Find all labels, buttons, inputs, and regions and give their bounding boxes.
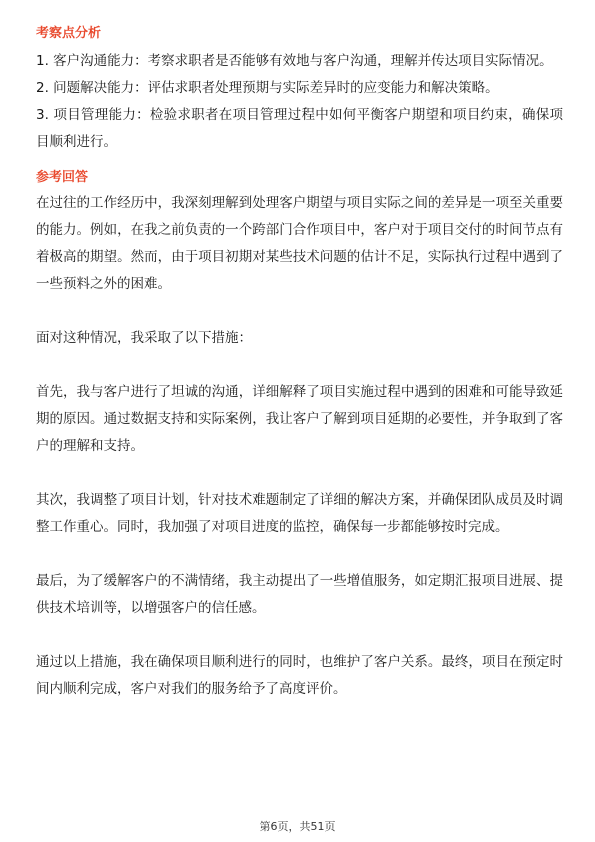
analysis-heading: 考察点分析	[36, 26, 102, 41]
answer-paragraph-4: 其次，我调整了项目计划，针对技术难题制定了详细的解决方案，并确保团队成员及时调整工作重心。同时，我加强了对项目进度的监控，确保每一步都能够按时完成。	[36, 492, 563, 535]
document-page	[36, 0, 563, 703]
answer-paragraph-3: 首先，我与客户进行了坦诚的沟通，详细解释了项目实施过程中遇到的困难和可能导致延期的原因。通过数据支持和实际案例，我让客户了解到项目延期的必要性，并争取到了客户的理解和支持。	[36, 384, 563, 454]
analysis-item-1: 1. 客户沟通能力：考察求职者是否能够有效地与客户沟通，理解并传达项目实际情况。	[36, 53, 553, 69]
answer-paragraph-2: 面对这种情况，我采取了以下措施：	[36, 330, 252, 346]
answer-paragraph-1: 在过往的工作经历中，我深刻理解到处理客户期望与项目实际之间的差异是一项至关重要的能力。例如，在我之前负责的一个跨部门合作项目中，客户对于项目交付的时间节点有着极高的期望。然而，由于项目初期对某些技术问题的估计不足，实际执行过程中遇到了一些预料之外的困难。	[36, 195, 563, 292]
analysis-item-3: 3. 项目管理能力：检验求职者在项目管理过程中如何平衡客户期望和项目约束，确保项目顺利进行。	[36, 107, 563, 150]
answer-paragraph-6: 通过以上措施，我在确保项目顺利进行的同时，也维护了客户关系。最终，项目在预定时间内顺利完成，客户对我们的服务给予了高度评价。	[36, 654, 563, 697]
analysis-item-2: 2. 问题解决能力：评估求职者处理预期与实际差异时的应变能力和解决策略。	[36, 80, 499, 96]
answer-paragraph-5: 最后，为了缓解客户的不满情绪，我主动提出了一些增值服务，如定期汇报项目进展、提供技术培训等，以增强客户的信任感。	[36, 573, 563, 616]
answer-heading: 参考回答	[36, 170, 89, 185]
page-number: 第6页，共51页	[259, 820, 336, 833]
